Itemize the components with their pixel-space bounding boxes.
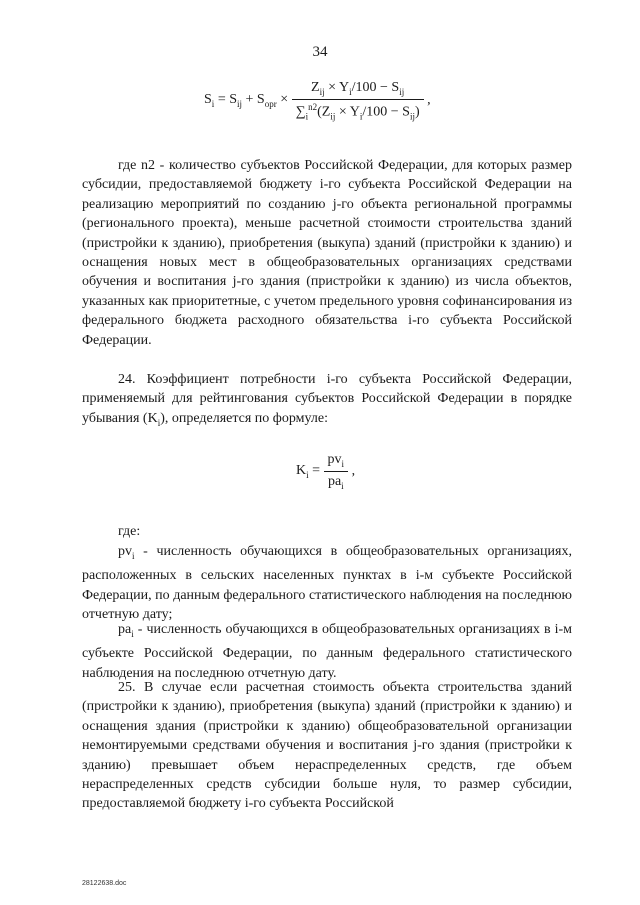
formula-ki-denominator: $pa_i$ — [327, 473, 344, 491]
document-footer-filename: 28122638.doc — [82, 880, 127, 887]
where-label: где: — [118, 524, 141, 539]
formula-si: $S_i = S_{ij} + S_{opr}$ × $\frac{Z_{ij} \times Y_i/100 - S_{ij}}{\sum_i^{n2}(Z_{ij} \times Y_i/100 - S_{ij})}$ , — [204, 80, 431, 122]
formula-si-denominator: $\sum_i^{n2}(Z_{ij} \times Y_i/100 - S_{ij})$ — [295, 101, 420, 122]
paragraph-25: 25. В случае если расчетная стоимость объекта строительства зданий (пристройки к зданию), приобретения (выкупа) зданий (пристройки к зданию) и оснащения здания (пристройки к зданию) общеобразовательной организации немонтируемыми средствами обучения и воспитания j-го здания (пристройки к зданию) превышает объем нераспределенных средств, где объем нераспределенных средств субсидии больше нуля, то размер субсидии, предоставляемой бюджету i-го субъекта Российской — [82, 680, 572, 812]
paragraph-n2-definition: где n2 - количество субъектов Российской Федерации, для которых размер субсидии, предоставляемой бюджету i-го субъекта Российской Федерации на реализацию мероприятий по созданию j-го объекта региональной программы (регионального проекта), меньше расчетной стоимости строительства зданий (пристройки к зданию), приобретения (выкупа) зданий (пристройки к зданию) и оснащения новых мест в общеобразовательных организациях средствами обучения и воспитания j-го здания (пристройки к зданию) из числа объектов, указанных как приоритетные, с учетом предельного уровня софинансирования из федерального бюджета расходного обязательства i-го субъекта Российской Федерации. — [82, 158, 572, 348]
formula-si-numerator: $Z_{ij} \times Y_i/100 - S_{ij}$ — [292, 80, 424, 100]
formula-ki: $K_i$ = $\frac{pv_i}{pa_i}$ , — [296, 452, 356, 491]
definition-pv: $pv_i$ - численность обучающихся в общеобразовательных организациях, расположенных в сельских населенных пунктах в i-м субъекте Российской Федерации, по данным федерального статистического наблюдения на последнюю отчетную дату; — [82, 544, 572, 623]
definition-pa: $pa_i$ - численность обучающихся в общеобразовательных организациях в i-м субъекте Российской Федерации, по данным федерального статистического наблюдения на последнюю отчетную дату. — [82, 622, 572, 681]
paragraph-24: 24. Коэффициент потребности i-го субъекта Российской Федерации, применяемый для рейтингования субъектов Российской Федерации в порядке убывания $(K_i)$, определяется по формуле: — [82, 372, 572, 428]
page-number: 34 — [312, 44, 328, 60]
formula-ki-numerator: $pv_i$ — [324, 452, 349, 472]
